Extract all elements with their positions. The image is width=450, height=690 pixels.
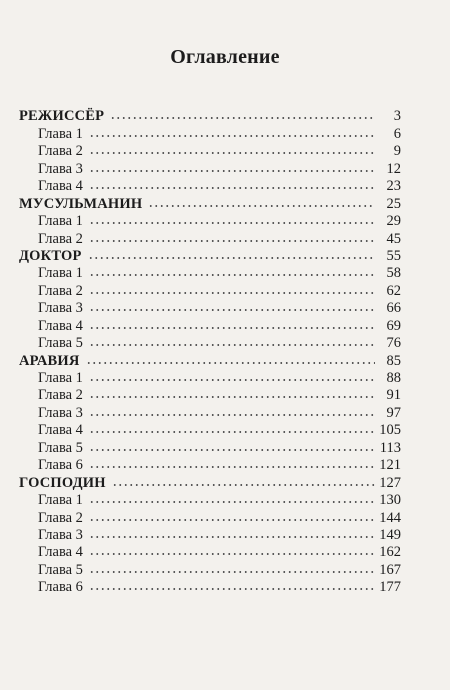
toc-page-number: 62	[386, 282, 401, 299]
dot-leader	[89, 307, 375, 313]
toc-entry-label: Глава 6	[38, 457, 83, 474]
toc-page-number: 113	[379, 439, 401, 456]
toc-page-number: 127	[379, 474, 401, 491]
toc-page-number: 162	[379, 544, 401, 561]
dot-leader	[88, 255, 375, 261]
dot-leader	[110, 115, 375, 121]
toc-entry[interactable]	[19, 439, 401, 456]
toc-entry-label: Глава 3	[38, 526, 83, 543]
toc-entry-label: Глава 1	[38, 492, 83, 509]
toc-entry[interactable]	[19, 317, 401, 334]
toc-page-number: 144	[379, 509, 401, 526]
toc-entry[interactable]	[19, 335, 401, 352]
toc-page-number: 69	[386, 317, 401, 334]
toc-entry-label: Глава 6	[38, 579, 83, 596]
toc-page-number: 25	[386, 195, 401, 212]
dot-leader	[89, 377, 375, 383]
toc-entry-label: Глава 3	[38, 404, 83, 421]
toc-page-number: 29	[386, 213, 401, 230]
dot-leader	[89, 133, 375, 139]
dot-leader	[86, 360, 375, 366]
toc-page-number: 149	[379, 526, 401, 543]
toc-entry-label: Глава 3	[38, 160, 83, 177]
toc-entry[interactable]	[19, 474, 401, 491]
dot-leader	[89, 517, 375, 523]
dot-leader	[89, 220, 375, 226]
toc-entry[interactable]	[19, 108, 401, 125]
dot-leader	[89, 185, 375, 191]
toc-page-number: 130	[379, 492, 401, 509]
dot-leader	[89, 342, 375, 348]
toc-page-number: 6	[393, 125, 401, 142]
dot-leader	[89, 412, 375, 418]
dot-leader	[89, 586, 375, 592]
dot-leader	[89, 569, 375, 575]
toc-entry-label: ДОКТОР	[19, 247, 82, 264]
toc-page-number: 88	[386, 370, 401, 386]
toc-page-number: 45	[386, 230, 401, 247]
toc-entry-label: Глава 5	[38, 561, 83, 578]
toc-entry[interactable]	[19, 404, 401, 421]
toc-page-number: 91	[386, 387, 401, 404]
toc-entry[interactable]	[19, 457, 401, 474]
dot-leader	[89, 429, 375, 435]
toc-entry-label: Глава 2	[38, 230, 83, 247]
toc-entry-label: ГОСПОДИН	[19, 474, 106, 491]
toc-page-number: 9	[393, 143, 401, 160]
toc-page-number: 12	[386, 160, 401, 177]
toc-entry-label: Глава 2	[38, 509, 83, 526]
dot-leader	[89, 168, 375, 174]
toc-entry[interactable]	[19, 387, 401, 404]
table-of-contents	[19, 108, 401, 596]
toc-page-number: 55	[386, 247, 401, 264]
toc-page-number: 58	[386, 265, 401, 282]
toc-entry-label: МУСУЛЬМАНИН	[19, 195, 143, 212]
toc-page-number: 85	[386, 352, 401, 369]
toc-entry-label: РЕЖИССЁР	[19, 108, 105, 125]
toc-entry-label: Глава 4	[38, 422, 83, 439]
toc-page-number: 177	[379, 579, 401, 596]
dot-leader	[148, 203, 375, 209]
toc-entry[interactable]	[19, 544, 401, 561]
toc-entry[interactable]	[19, 195, 401, 212]
toc-entry-label: Глава 1	[38, 370, 83, 386]
toc-page-number: 105	[379, 422, 401, 439]
toc-entry[interactable]	[19, 527, 401, 544]
toc-page-number: 76	[386, 335, 401, 352]
toc-entry[interactable]	[19, 509, 401, 526]
toc-entry-label: Глава 1	[38, 125, 83, 142]
toc-entry[interactable]	[19, 561, 401, 578]
page-title: Оглавление	[170, 46, 280, 68]
dot-leader	[89, 290, 375, 296]
toc-entry-label: Глава 2	[38, 387, 83, 404]
toc-page-number: 167	[379, 561, 401, 578]
toc-page-number: 121	[379, 457, 401, 474]
toc-entry[interactable]	[19, 352, 401, 369]
toc-entry-label: Глава 2	[38, 282, 83, 299]
toc-entry-label: Глава 1	[38, 265, 83, 282]
toc-entry[interactable]	[19, 370, 401, 387]
toc-page-number: 23	[386, 178, 401, 195]
dot-leader	[89, 447, 375, 453]
toc-entry[interactable]	[19, 282, 401, 299]
toc-entry-label: АРАВИЯ	[19, 352, 80, 369]
toc-entry[interactable]	[19, 579, 401, 596]
dot-leader	[89, 464, 375, 470]
dot-leader	[89, 551, 375, 557]
toc-entry[interactable]	[19, 300, 401, 317]
toc-entry-label: Глава 1	[38, 213, 83, 230]
toc-entry[interactable]	[19, 230, 401, 247]
toc-entry-label: Глава 4	[38, 178, 83, 195]
toc-entry[interactable]	[19, 422, 401, 439]
toc-entry[interactable]	[19, 265, 401, 282]
toc-entry[interactable]	[19, 125, 401, 142]
dot-leader	[89, 534, 375, 540]
toc-entry-label: Глава 3	[38, 300, 83, 317]
dot-leader	[89, 499, 375, 505]
dot-leader	[89, 238, 375, 244]
toc-entry-label: Глава 2	[38, 143, 83, 160]
dot-leader	[89, 325, 375, 331]
toc-entry-label: Глава 4	[38, 544, 83, 561]
toc-entry[interactable]	[19, 160, 401, 177]
toc-page-number: 3	[393, 108, 401, 125]
toc-entry-label: Глава 5	[38, 335, 83, 352]
dot-leader	[89, 272, 375, 278]
toc-entry[interactable]	[19, 143, 401, 160]
dot-leader	[89, 394, 375, 400]
toc-entry[interactable]	[19, 178, 401, 195]
toc-page-number: 97	[386, 404, 401, 421]
toc-entry-label: Глава 4	[38, 317, 83, 334]
toc-entry[interactable]	[19, 213, 401, 230]
dot-leader	[112, 482, 375, 488]
toc-entry[interactable]	[19, 492, 401, 509]
toc-entry-label: Глава 5	[38, 439, 83, 456]
toc-entry[interactable]	[19, 248, 401, 265]
dot-leader	[89, 150, 375, 156]
toc-page-number: 66	[386, 300, 401, 317]
